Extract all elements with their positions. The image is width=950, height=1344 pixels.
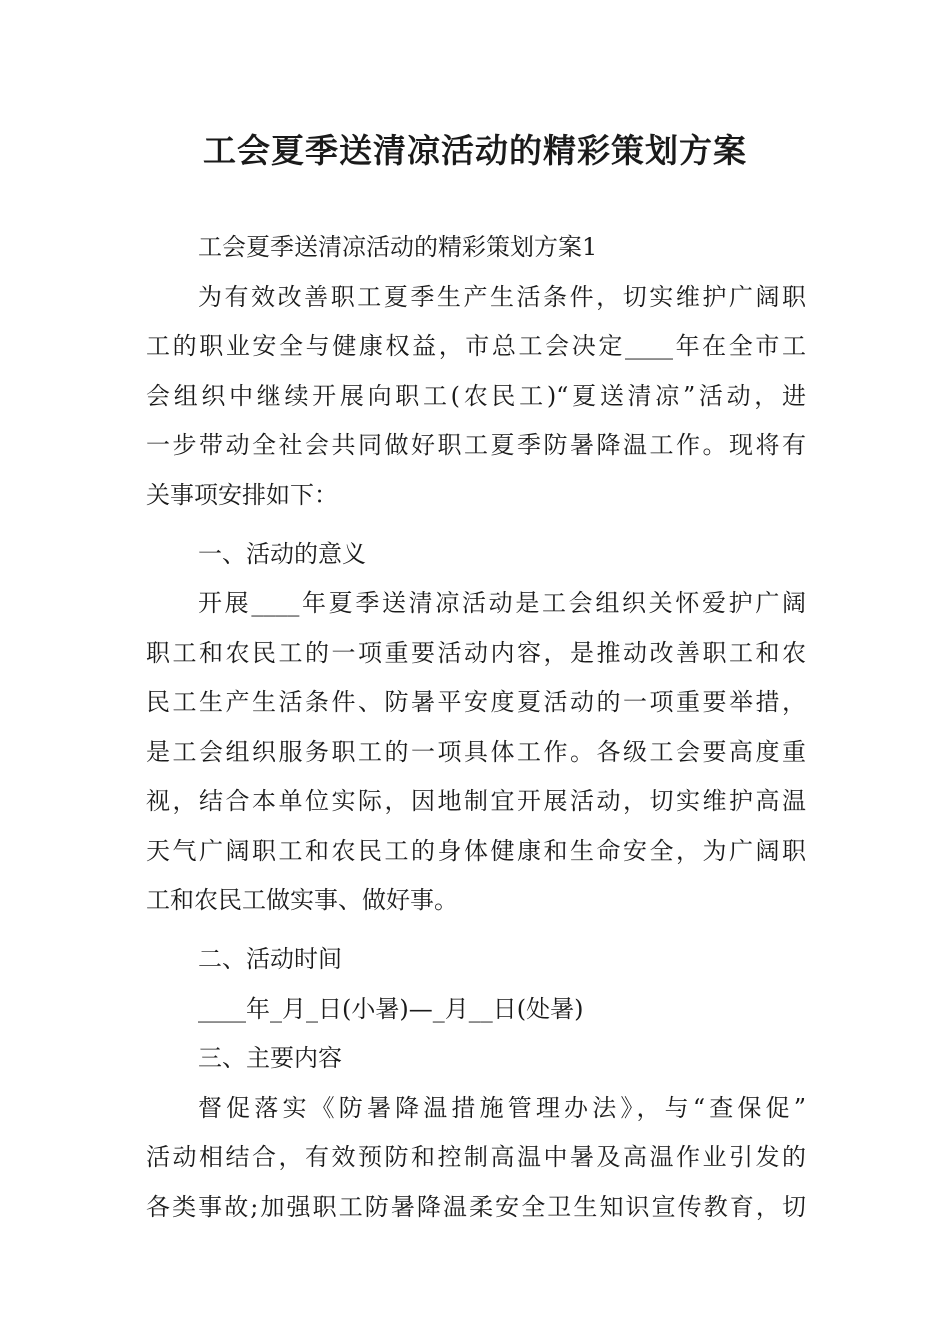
paragraph-line: 工和农民工做实事、做好事。 bbox=[146, 886, 458, 914]
paragraph-line: 活动相结合，有效预防和控制高温中暑及高温作业引发的 bbox=[146, 1143, 806, 1171]
document-title: 工会夏季送清凉活动的精彩策划方案 bbox=[203, 131, 747, 170]
paragraph-line: 开展____年夏季送清凉活动是工会组织关怀爱护广阔 bbox=[198, 589, 806, 617]
paragraph-line: 会组织中继续开展向职工(农民工)“夏送清凉”活动，进 bbox=[146, 381, 806, 410]
paragraph-line: 是工会组织服务职工的一项具体工作。各级工会要高度重 bbox=[146, 737, 806, 766]
paragraph-line: 为有效改善职工夏季生产生活条件，切实维护广阔职 bbox=[198, 282, 806, 311]
paragraph-line: ____年_月_日(小暑)—_月__日(处暑) bbox=[198, 994, 584, 1023]
section-heading: 二、活动时间 bbox=[198, 945, 342, 973]
paragraph-line: 视，结合本单位实际，因地制宜开展活动，切实维护高温 bbox=[146, 787, 806, 815]
paragraph-line: 天气广阔职工和农民工的身体健康和生命安全，为广阔职 bbox=[146, 836, 806, 865]
section-heading: 一、活动的意义 bbox=[198, 539, 366, 568]
paragraph-line: 民工生产生活条件、防暑平安度夏活动的一项重要举措， bbox=[146, 688, 806, 716]
paragraph-line: 关事项安排如下： bbox=[146, 480, 338, 509]
paragraph-line: 职工和农民工的一项重要活动内容，是推动改善职工和农 bbox=[146, 638, 806, 667]
section-heading: 三、主要内容 bbox=[198, 1044, 342, 1072]
subtitle-line: 工会夏季送清凉活动的精彩策划方案1 bbox=[198, 233, 598, 261]
paragraph-line: 各类事故;加强职工防暑降温柔安全卫生知识宣传教育，切 bbox=[146, 1192, 806, 1221]
paragraph-line: 一步带动全社会共同做好职工夏季防暑降温工作。现将有 bbox=[146, 431, 806, 459]
paragraph-line: 督促落实《防暑降温措施管理办法》，与“查保促” bbox=[198, 1093, 806, 1122]
paragraph-line: 工的职业安全与健康权益，市总工会决定____年在全市工 bbox=[146, 332, 806, 360]
document-body bbox=[146, 223, 806, 1232]
